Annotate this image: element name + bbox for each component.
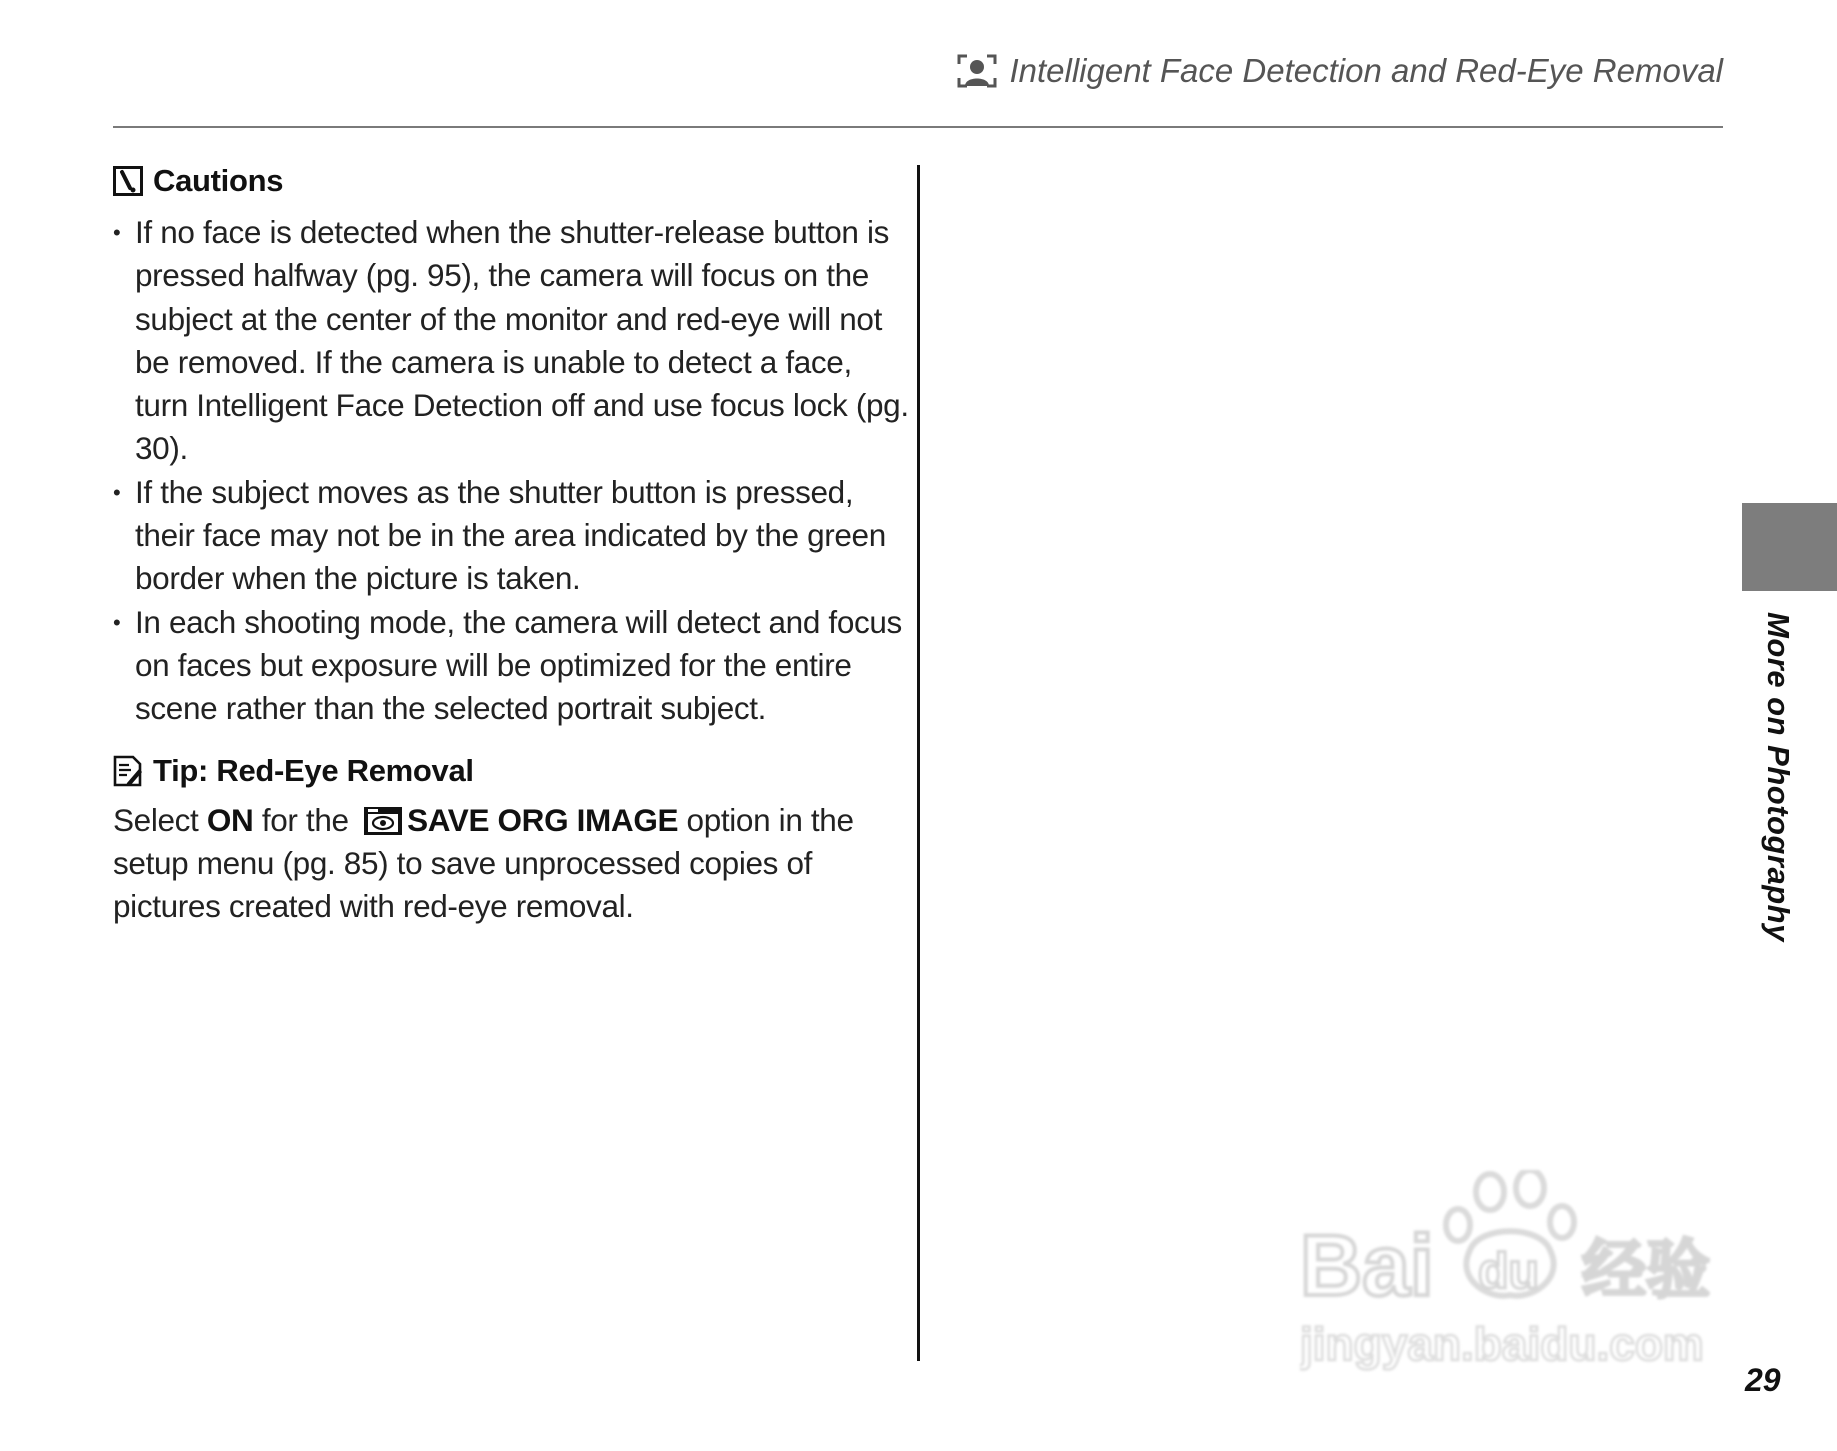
header-rule	[113, 126, 1723, 128]
caution-item: • If the subject moves as the shutter button is pressed, their face may not be in the area indicated by the green border when the picture is taken.	[113, 471, 913, 601]
header-title: Intelligent Face Detection and Red-Eye Removal	[1009, 52, 1723, 89]
face-detection-icon	[957, 54, 997, 88]
tip-block	[113, 753, 913, 929]
svg-text:Bai: Bai	[1300, 1218, 1434, 1314]
page-number: 29	[1745, 1362, 1781, 1398]
save-org-image-label: SAVE ORG IMAGE	[407, 801, 679, 838]
cautions-list	[113, 211, 913, 731]
baidu-watermark-logo	[1300, 1170, 1730, 1380]
running-header	[957, 52, 1723, 90]
svg-text:du: du	[1478, 1243, 1540, 1299]
tip-text-3: option in the setup menu (pg. 85) to save unprocessed copies of pictures created with red-eye removal.	[113, 801, 854, 925]
caution-item: • If no face is detected when the shutter-release button is pressed halfway (pg. 95), the camera will focus on the subject at the center of the monitor and red-eye will not be removed. If the camera is unable to detect a face, turn Intelligent Face Detection off and use focus lock (pg. 30).	[113, 211, 913, 471]
cautions-title: Cautions	[153, 163, 284, 198]
left-column	[113, 163, 913, 928]
save-org-image-icon	[363, 806, 403, 836]
on-label: ON	[206, 801, 254, 838]
column-divider	[917, 165, 920, 1361]
svg-text:jingyan.baidu.com: jingyan.baidu.com	[1300, 1318, 1704, 1370]
tip-heading	[113, 753, 913, 789]
cautions-heading	[113, 163, 913, 199]
chapter-tab	[1742, 503, 1837, 591]
tip-title: Tip: Red-Eye Removal	[153, 752, 474, 788]
caution-icon	[113, 166, 143, 196]
tip-text-1: Select	[113, 801, 207, 838]
svg-text:经验: 经验	[1582, 1234, 1710, 1308]
tip-icon	[113, 755, 143, 787]
tip-text-2: for the	[253, 801, 358, 838]
caution-item: • In each shooting mode, the camera will detect and focus on faces but exposure will be optimized for the entire scene rather than the selected portrait subject.	[113, 601, 913, 731]
chapter-label: More on Photography	[1761, 612, 1796, 942]
tip-body	[113, 799, 913, 929]
